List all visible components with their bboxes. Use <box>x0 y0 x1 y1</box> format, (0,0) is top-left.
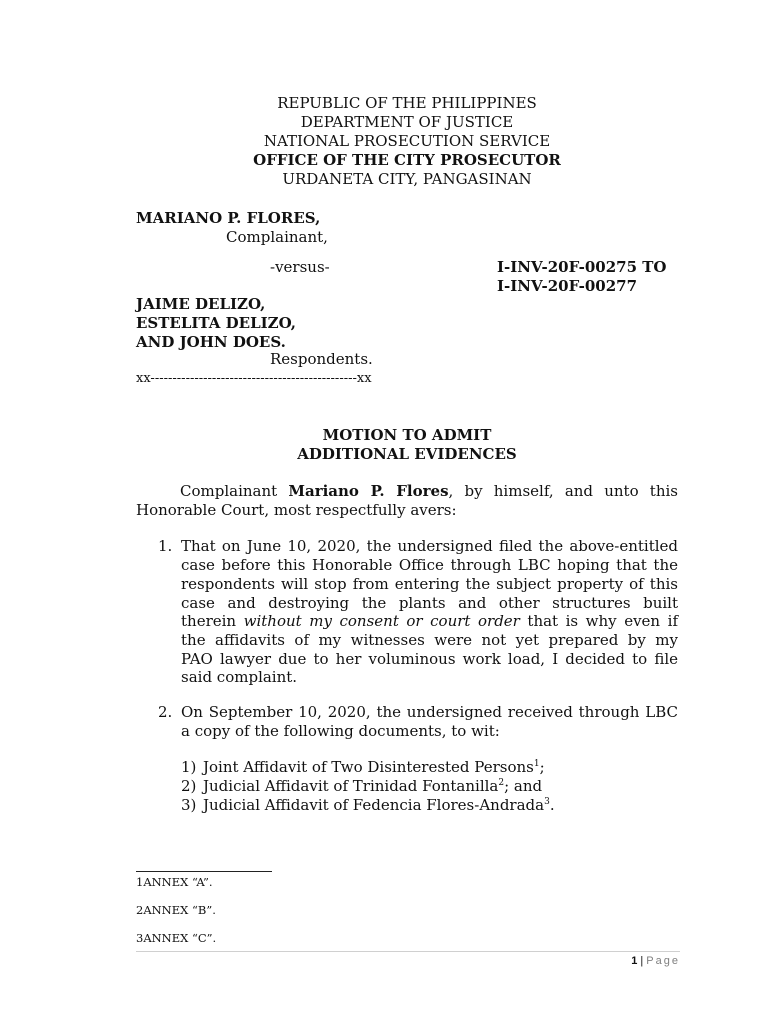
header-republic: REPUBLIC OF THE PHILIPPINES <box>277 94 537 112</box>
footnote-ref-3[interactable]: 3 <box>544 797 550 807</box>
page-number-value: 1 <box>631 955 638 967</box>
footnote-3: 3ANNEX “C”. <box>136 931 217 945</box>
item1-line5-italic: without my consent or court order <box>243 612 520 630</box>
header-city: URDANETA CITY, PANGASINAN <box>282 170 532 188</box>
respondent-1: JAIME DELIZO, <box>136 295 266 313</box>
item2-line2: a copy of the following documents, to wit: <box>181 722 500 740</box>
item1-line5 <box>181 612 678 631</box>
subitem-3 <box>203 796 555 815</box>
item2-number: 2. <box>158 703 173 721</box>
intro-line2: Honorable Court, most respectfully avers: <box>136 501 457 519</box>
versus-label: -versus- <box>270 258 330 276</box>
footer-rule <box>136 951 680 952</box>
item1-line5-pre: therein <box>181 612 244 630</box>
intro-pre: Complainant <box>180 482 289 500</box>
footnote-2: 2ANNEX “B”. <box>136 903 216 917</box>
page-number-separator: | <box>637 955 647 967</box>
footnote-ref-2[interactable]: 2 <box>498 778 505 788</box>
item1-line6: the affidavits of my witnesses were not yet prepared by my <box>181 631 678 649</box>
motion-title-line2: ADDITIONAL EVIDENCES <box>297 445 517 463</box>
page-word: Page <box>646 955 680 967</box>
item1-number: 1. <box>158 537 173 555</box>
complainant-name: MARIANO P. FLORES, <box>136 209 321 227</box>
motion-title-line1: MOTION TO ADMIT <box>322 426 492 444</box>
respondent-2: ESTELITA DELIZO, <box>136 314 296 332</box>
page-number <box>631 955 680 967</box>
subitem-1-after: ; <box>539 758 545 776</box>
item2-line1: On September 10, 2020, the undersigned received through LBC <box>181 703 678 721</box>
intro-line1 <box>180 482 678 501</box>
subitem-1-text: Joint Affidavit of Two Disinterested Persons <box>203 758 534 776</box>
subitem-2-number: 2) <box>181 777 197 795</box>
subitem-2-text: Judicial Affidavit of Trinidad Fontanilla <box>203 777 499 795</box>
case-number-line2: I-INV-20F-00277 <box>497 277 638 295</box>
subitem-2-after: ; and <box>504 777 543 795</box>
header-service: NATIONAL PROSECUTION SERVICE <box>263 132 551 150</box>
respondent-role: Respondents. <box>270 350 373 368</box>
item1-line1: That on June 10, 2020, the undersigned filed the above-entitled <box>181 537 678 555</box>
header-department: DEPARTMENT OF JUSTICE <box>300 113 514 131</box>
complainant-role: Complainant, <box>226 228 328 246</box>
subitem-3-after: . <box>549 796 555 814</box>
subitem-2 <box>203 777 542 796</box>
item1-line7: PAO lawyer due to her voluminous work load, I decided to file <box>181 650 678 668</box>
case-number-line1: I-INV-20F-00275 TO <box>497 258 667 276</box>
respondent-3: AND JOHN DOES. <box>136 333 286 351</box>
item1-line3: respondents will stop from entering the subject property of this <box>181 575 678 593</box>
footnote-ref-1[interactable]: 1 <box>533 759 540 769</box>
footnote-separator <box>136 871 272 872</box>
subitem-3-text: Judicial Affidavit of Fedencia Flores-Andrada <box>203 796 545 814</box>
caption-divider: xx-----------------------------------------------xx <box>136 371 372 386</box>
item1-line2: case before this Honorable Office through LBC hoping that the <box>181 556 678 574</box>
item1-line4: case and destroying the plants and other structures built <box>181 594 678 612</box>
subitem-3-number: 3) <box>181 796 197 814</box>
item1-line8: said complaint. <box>181 668 298 686</box>
complainant-name-bold: Mariano P. Flores <box>288 482 449 500</box>
subitem-1 <box>203 758 545 777</box>
intro-post: , by himself, and unto this <box>448 482 678 500</box>
subitem-1-number: 1) <box>181 758 197 776</box>
item1-line5-post: that is why even if <box>519 612 679 630</box>
header-office: OFFICE OF THE CITY PROSECUTOR <box>253 151 561 169</box>
footnote-1: 1ANNEX “A”. <box>136 875 213 889</box>
